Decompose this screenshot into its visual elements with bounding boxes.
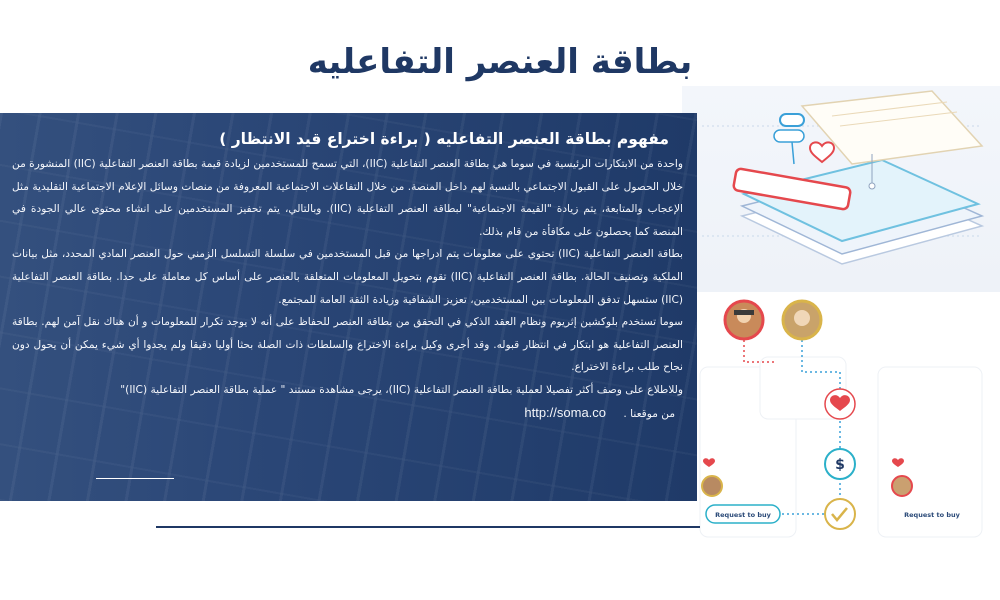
panel-content: [12, 127, 683, 425]
svg-text:Request to buy: Request to buy: [715, 511, 771, 519]
illustration-bottom: [682, 292, 1000, 554]
avatar-left: [725, 301, 763, 339]
svg-text:Request to buy: Request to buy: [904, 511, 960, 519]
paragraph-2: بطاقة العنصر التفاعلية (IIC) تحتوي على معلومات يتم ادراجها من قبل المستخدمين في سلسلة التسلسل الزمني حول العنصر المادي المحدد، مثل بيانات الملكية وتصنيف الحالة. بطاقة العنصر التفاعلية (IIC) تقوم بتحويل المعلومات المتعلقة بالعنصر على أساس كل معاملة على حدا. بطاقة العنصر التفاعلية (IIC) ستسهل تدفق المعلومات بين المستخدمين، تعزيز الشفافية وزيادة الثقة العامة للمجتمع.: [12, 248, 683, 306]
page-title: بطاقة العنصر التفاعليه: [307, 42, 693, 82]
request-to-buy-button-left[interactable]: [706, 505, 780, 523]
node-icons: [774, 114, 804, 142]
underline-mark: [96, 478, 174, 479]
panel-heading: مفهوم بطاقة العنصر التفاعليه ( براءة اختراع قيد الانتظار ): [219, 130, 669, 148]
heart-badge-icon: [825, 389, 855, 419]
website-prefix: من موقعنا .: [623, 407, 675, 420]
small-avatar-left: [702, 476, 722, 496]
request-to-buy-button-right[interactable]: [904, 511, 960, 519]
website-link[interactable]: http://soma.co: [524, 404, 607, 420]
phone-card-illustration: [682, 86, 1000, 292]
paragraph-1: واحدة من الابتكارات الرئيسية في سوما هي بطاقة العنصر التفاعلية (IIC)، التي تسمح للمستخدمين لزيادة قيمة بطاقة العنصر التفاعلية (IIC) المنشورة من خلال الحصول على القبول الاجتماعي بالنسبة لهم داخل المنصة. من خلال التفاعلات الاجتماعية المعروفة من منصات وسائل الإعلام الاجتماعية التقليدية مثل الإعجاب والمتابعة، يتم زيادة "القيمة الاجتماعية" لبطاقة العنصر التفاعلية (IIC). وبالتالي، يتم تحفيز المستخدمين على انشاء محتوى عالي الجودة في المنصة كما يحصلون على مكافأة من قام بذلك.: [12, 158, 683, 238]
illustration-top: [682, 86, 1000, 292]
purchase-flow-illustration: [682, 292, 1000, 554]
bottom-divider: [156, 526, 700, 528]
dollar-icon: [825, 449, 855, 479]
paragraph-4: وللاطلاع على وصف أكثر تفصيلا لعملية بطاقة العنصر التفاعلية (IIC)، يرجى مشاهدة مستند " عملية بطاقة العنصر التفاعلية (IIC)": [120, 383, 683, 396]
text-panel: [0, 113, 697, 501]
check-icon: [825, 499, 855, 529]
heart-icon: [810, 142, 834, 162]
paragraph-3: سوما تستخدم بلوكشين إثريوم ونظام العقد الذكي في التحقق من بطاقة العنصر للحفاظ على أنه لا يوجد تكرار للمعلومات و أن هناك نقل آمن لهم. بطاقة العنصر التفاعلية هو ابتكار في انتظار قبوله. وقد أجرى وكيل براءة الاختراع والسلطات ذات الصلة بحثا أوليا دقيقا ولم يجدوا أي شيء يمكن أن يحول دون نجاح طلب براءة الاختراع.: [12, 316, 683, 374]
avatar-right: [783, 301, 821, 339]
small-avatar-right: [892, 476, 912, 496]
website-line: [12, 402, 683, 426]
svg-text:$: $: [835, 457, 845, 473]
